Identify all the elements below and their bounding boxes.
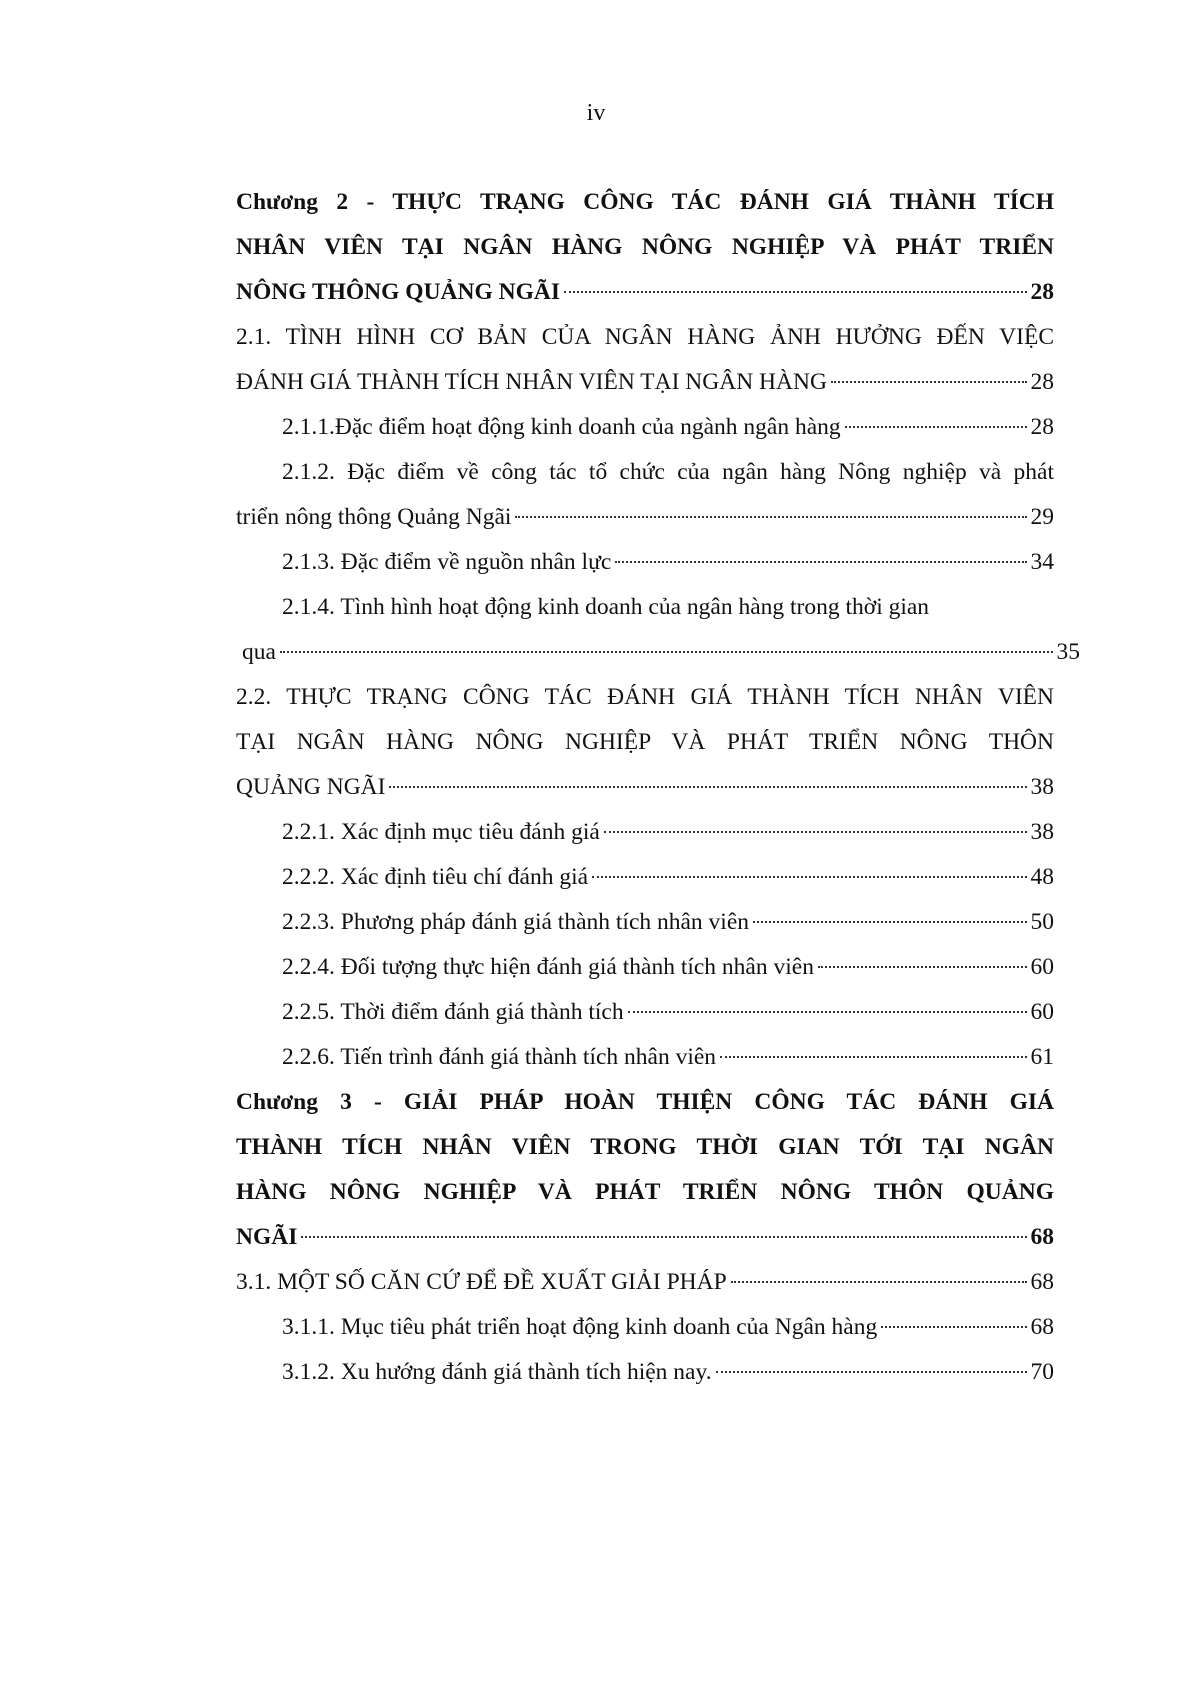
toc-entry-title-line: 2.1.4. Tình hình hoạt động kinh doanh của ngân hàng trong thời gian (282, 594, 930, 620)
toc-page-number: 38 (1030, 819, 1054, 845)
toc-entry-title-line: 2.2. THỰC TRẠNG CÔNG TÁC ĐÁNH GIÁ THÀNH TÍCH NHÂN VIÊN (236, 684, 1054, 710)
toc-entry-title-line: HÀNG NÔNG NGHIỆP VÀ PHÁT TRIỂN NÔNG THÔN QUẢNG (236, 1179, 1054, 1205)
toc-entry-title-line: TẠI NGÂN HÀNG NÔNG NGHIỆP VÀ PHÁT TRIỂN NÔNG THÔN (236, 729, 1054, 755)
toc-page-number: 35 (1056, 639, 1080, 665)
dot-leader (301, 1236, 1026, 1238)
toc-entry-chapter-3[interactable] (236, 1080, 1054, 1260)
toc-entry-chapter-2[interactable] (236, 180, 1054, 315)
toc-page-number: 29 (1030, 504, 1054, 530)
dot-leader (753, 921, 1026, 923)
toc-entry-title: 3.1.1. Mục tiêu phát triển hoạt động kinh doanh của Ngân hàng (282, 1314, 878, 1340)
toc-page-number: 60 (1030, 954, 1054, 980)
toc-entry-title-line: triển nông thông Quảng Ngãi (236, 504, 512, 530)
dot-leader (592, 876, 1026, 878)
toc-entry-title-line: NHÂN VIÊN TẠI NGÂN HÀNG NÔNG NGHIỆP VÀ PHÁT TRIỂN (236, 234, 1054, 260)
toc-entry-2-2-6[interactable] (236, 1035, 1054, 1080)
toc-entry-title: 2.2.6. Tiến trình đánh giá thành tích nhân viên (282, 1044, 717, 1070)
toc-page-number: 70 (1030, 1359, 1054, 1385)
toc-page-number: 68 (1030, 1269, 1054, 1295)
toc-entry-3-1-2[interactable] (236, 1350, 1054, 1395)
dot-leader (604, 831, 1027, 833)
toc-entry-2-1-3[interactable] (236, 540, 1054, 585)
toc-entry-title: 2.2.2. Xác định tiêu chí đánh giá (282, 864, 589, 890)
toc-entry-2-2-4[interactable] (236, 945, 1054, 990)
dot-leader (881, 1326, 1026, 1328)
toc-page-number: 68 (1030, 1224, 1054, 1250)
toc-page-number: 60 (1030, 999, 1054, 1025)
toc-entry-3-1[interactable] (236, 1260, 1054, 1305)
toc-entry-3-1-1[interactable] (236, 1305, 1054, 1350)
toc-page-number: 34 (1030, 549, 1054, 575)
toc-entry-title-line: NÔNG THÔNG QUẢNG NGÃI (236, 279, 561, 305)
toc-entry-2-2-3[interactable] (236, 900, 1054, 945)
toc-entry-title-line: NGÃI (236, 1224, 298, 1250)
dot-leader (818, 966, 1027, 968)
toc-page-number: 61 (1030, 1044, 1054, 1070)
toc-entry-title-line: QUẢNG NGÃI (236, 774, 386, 800)
toc-entry-title-line: THÀNH TÍCH NHÂN VIÊN TRONG THỜI GIAN TỚI TẠI NGÂN (236, 1134, 1054, 1160)
toc-entry-2-1-1[interactable] (236, 405, 1054, 450)
toc-entry-title: 2.2.5. Thời điểm đánh giá thành tích (282, 999, 624, 1025)
toc-entry-title: 2.2.3. Phương pháp đánh giá thành tích nhân viên (282, 909, 750, 935)
toc-page-number: 68 (1030, 1314, 1054, 1340)
toc-page-number: 28 (1030, 414, 1054, 440)
toc-page-number: 28 (1030, 369, 1054, 395)
table-of-contents (236, 180, 1080, 1395)
toc-entry-title: 2.1.1.Đặc điểm hoạt động kinh doanh của ngành ngân hàng (282, 414, 841, 440)
toc-entry-title: 3.1.2. Xu hướng đánh giá thành tích hiện nay. (282, 1359, 712, 1385)
toc-entry-title-line: 2.1. TÌNH HÌNH CƠ BẢN CỦA NGÂN HÀNG ẢNH HƯỞNG ĐẾN VIỆC (236, 324, 1054, 350)
toc-entry-title: 2.2.1. Xác định mục tiêu đánh giá (282, 819, 600, 845)
dot-leader (720, 1056, 1026, 1058)
dot-leader (615, 561, 1026, 563)
toc-entry-title-line: qua (242, 639, 276, 665)
toc-entry-2-1-4[interactable] (236, 585, 1080, 675)
dot-leader (389, 786, 1026, 788)
dot-leader (716, 1371, 1027, 1373)
toc-entry-2-2-2[interactable] (236, 855, 1054, 900)
dot-leader (515, 516, 1026, 518)
dot-leader (564, 291, 1026, 293)
dot-leader (628, 1011, 1027, 1013)
toc-entry-title: 2.1.3. Đặc điểm về nguồn nhân lực (282, 549, 612, 575)
dot-leader (831, 381, 1027, 383)
toc-entry-title-line: Chương 3 - GIẢI PHÁP HOÀN THIỆN CÔNG TÁC ĐÁNH GIÁ (236, 1089, 1054, 1115)
toc-entry-title: 3.1. MỘT SỐ CĂN CỨ ĐỂ ĐỀ XUẤT GIẢI PHÁP (236, 1269, 727, 1295)
dot-leader (280, 651, 1053, 653)
toc-entry-2-1[interactable] (236, 315, 1054, 405)
toc-entry-2-2[interactable] (236, 675, 1054, 810)
toc-entry-title-line: 2.1.2. Đặc điểm về công tác tổ chức của ngân hàng Nông nghiệp và phát (282, 459, 1054, 485)
toc-entry-title-line: Chương 2 - THỰC TRẠNG CÔNG TÁC ĐÁNH GIÁ THÀNH TÍCH (236, 189, 1054, 215)
toc-page-number: 48 (1030, 864, 1054, 890)
toc-entry-title: 2.2.4. Đối tượng thực hiện đánh giá thành tích nhân viên (282, 954, 814, 980)
dot-leader (731, 1281, 1027, 1283)
dot-leader (845, 426, 1027, 428)
toc-page-number: 38 (1030, 774, 1054, 800)
toc-page-number: 28 (1030, 279, 1054, 305)
toc-entry-title-line: ĐÁNH GIÁ THÀNH TÍCH NHÂN VIÊN TẠI NGÂN HÀNG (236, 369, 827, 395)
toc-page-number: 50 (1030, 909, 1054, 935)
toc-entry-2-2-5[interactable] (236, 990, 1054, 1035)
page-number: iv (586, 100, 606, 126)
toc-entry-2-2-1[interactable] (236, 810, 1054, 855)
toc-entry-2-1-2[interactable] (236, 450, 1054, 540)
